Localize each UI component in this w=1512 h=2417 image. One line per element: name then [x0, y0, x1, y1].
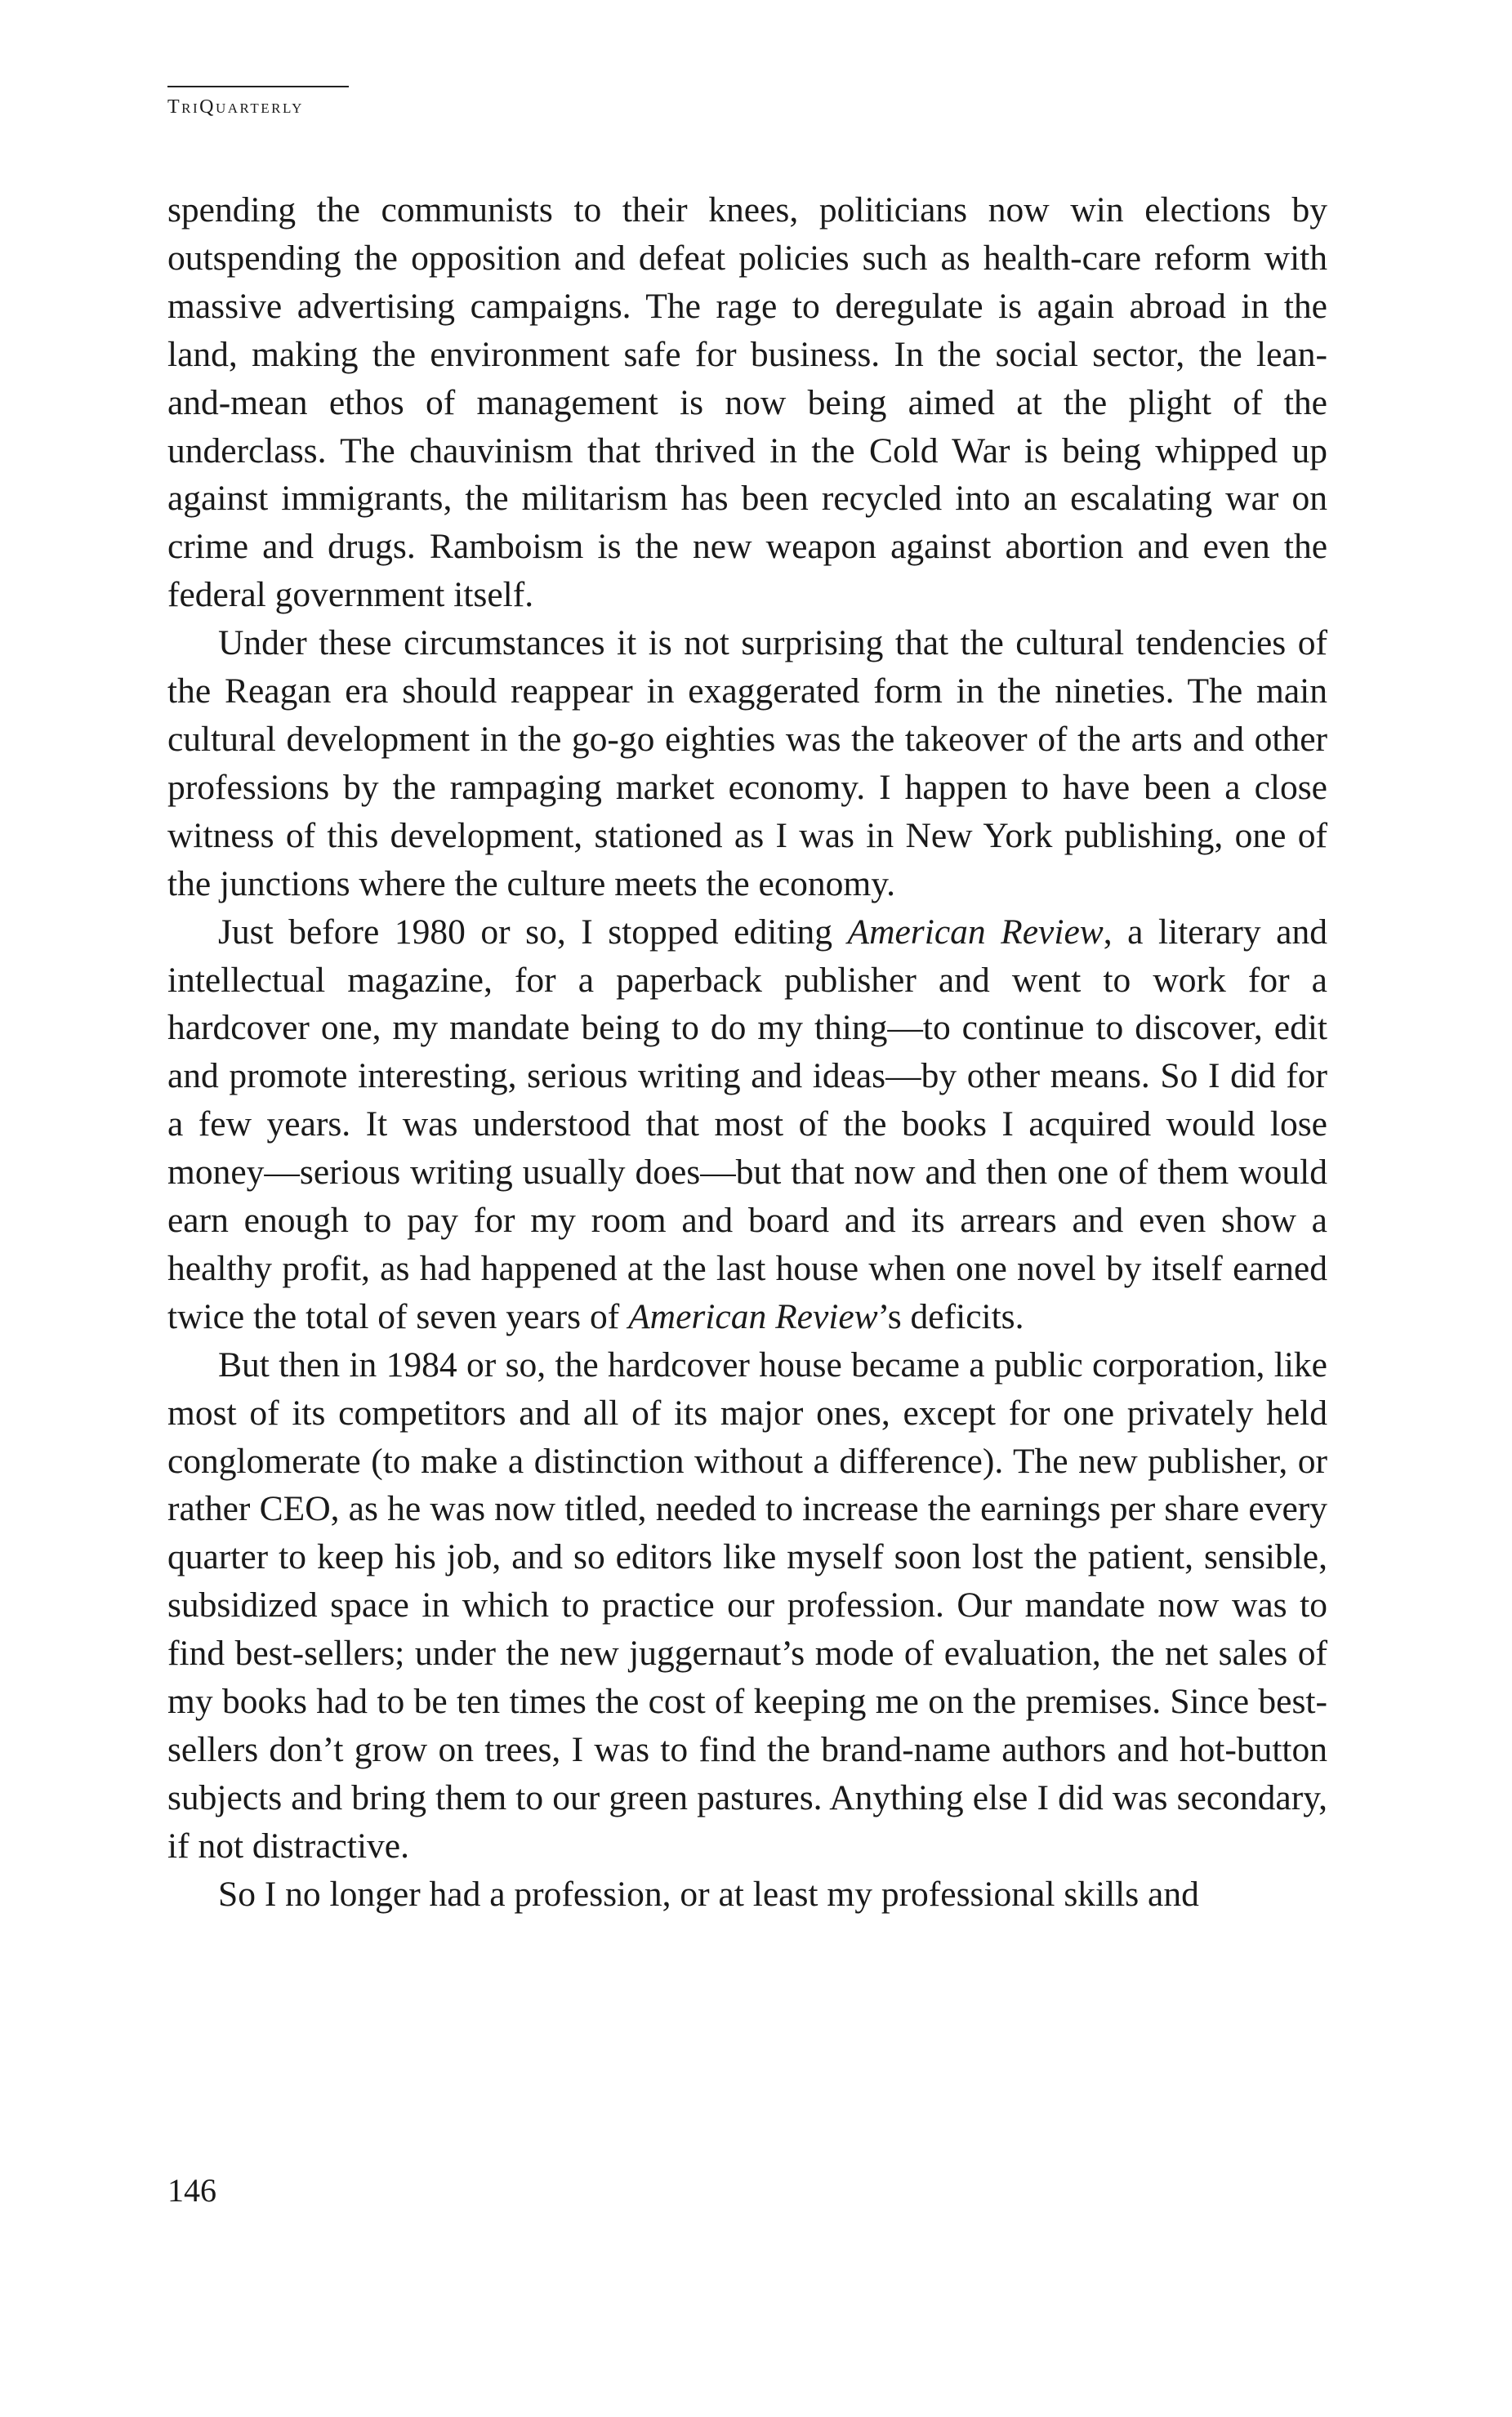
text-run: , a literary and intellectual magazine, for a paperback publisher and went to work for a hardcover one, my mandate being to do my thing—to continue to discover, edit and promote interesting, serious writing and ideas—by other means. So I did for a few years. It was understood that most of the books I acquired would lose money—serious writing usually does—but that now and then one of them would earn enough to pay for my room and board and its arrears and even show a healthy profit, as had happened at the last house when one novel by itself earned twice the total of seven years of	[167, 912, 1327, 1336]
paragraph-2	[167, 619, 1327, 907]
running-title	[167, 97, 349, 117]
italic-title: American Review	[847, 912, 1104, 952]
text-run: So I no longer had a profession, or at least my professional skills and	[218, 1874, 1199, 1914]
paragraph-5	[167, 1871, 1327, 1919]
text-run: Just before 1980 or so, I stopped editing	[218, 912, 848, 952]
text-run: ’s deficits.	[877, 1296, 1024, 1336]
italic-title: American Review	[628, 1296, 878, 1336]
paragraph-4	[167, 1341, 1327, 1871]
text-run: spending the communists to their knees, politicians now win elections by outspending the opposition and defeat policies such as health-care reform with massive advertising campaigns. The rage to deregulate is again abroad in the land, making the environment safe for business. In the social sector, the lean-and-mean ethos of management is now being aimed at the plight of the underclass. The chauvinism that thrived in the Cold War is being whipped up against immigrants, the militarism has been recycled into an escalating war on crime and drugs. Ramboism is the new weapon against abortion and even the federal government itself.	[167, 190, 1327, 615]
paragraph-3	[167, 908, 1327, 1341]
running-head	[167, 86, 349, 117]
paragraph-1	[167, 186, 1327, 619]
page-number: 146	[167, 2172, 216, 2209]
header-rule	[167, 86, 349, 87]
body-text	[167, 186, 1327, 1919]
text-run: But then in 1984 or so, the hardcover house became a public corporation, like most of its competitors and all of its major ones, except for one privately held conglomerate (to make a distinction without a difference). The new publisher, or rather CEO, as he was now titled, needed to increase the earnings per share every quarter to keep his job, and so editors like myself soon lost the patient, sensible, subsidized space in which to practice our profession. Our mandate now was to find best-sellers; under the new juggernaut’s mode of evaluation, the net sales of my books had to be ten times the cost of keeping me on the premises. Since best-sellers don’t grow on trees, I was to find the brand-name authors and hot-button subjects and bring them to our green pastures. Anything else I did was secondary, if not distractive.	[167, 1345, 1327, 1866]
text-run: Under these circumstances it is not surprising that the cultural tendencies of the Reagan era should reappear in exaggerated form in the nineties. The main cultural development in the go-go eighties was the takeover of the arts and other professions by the rampaging market economy. I happen to have been a close witness of this development, stationed as I was in New York publishing, one of the junctions where the culture meets the economy.	[167, 623, 1327, 903]
running-title-text: TriQuarterly	[167, 96, 304, 118]
